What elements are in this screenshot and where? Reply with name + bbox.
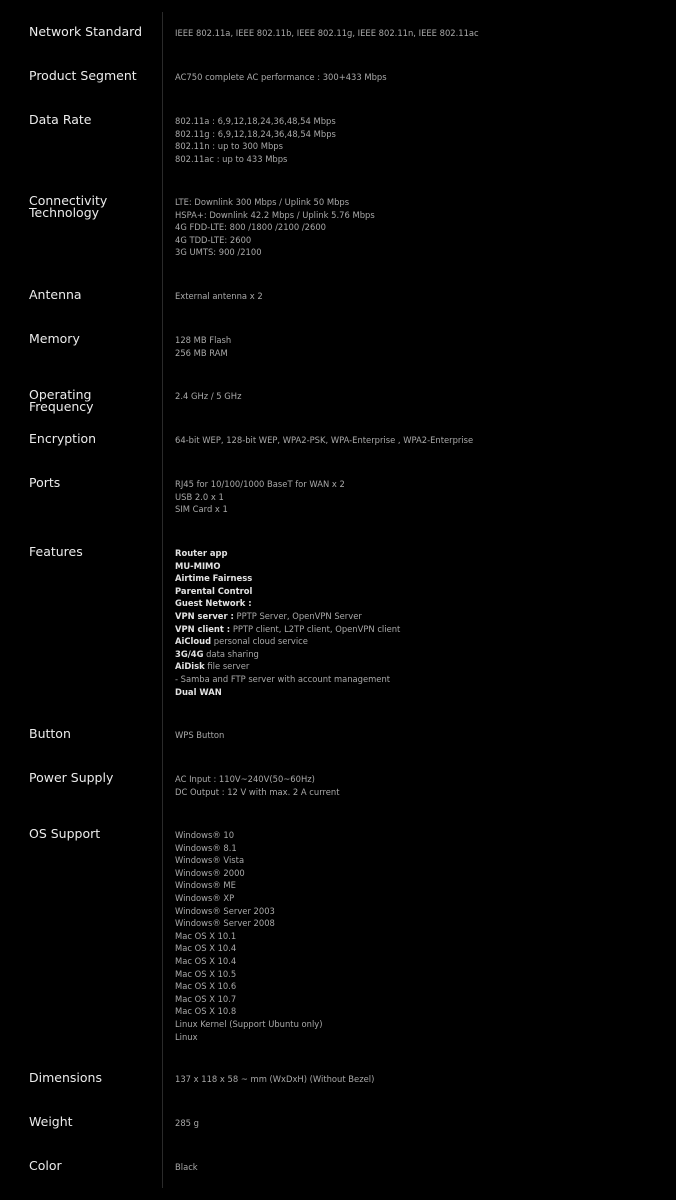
spec-value-line xyxy=(175,196,665,209)
spec-value-line xyxy=(175,572,665,585)
spec-text: PPTP Server, OpenVPN Server xyxy=(233,610,362,621)
spec-text: 137 x 118 x 58 ~ mm (WxDxH) (Without Bezel) xyxy=(175,1074,375,1084)
spec-text: Mac OS X 10.5 xyxy=(175,968,237,979)
spec-value-line xyxy=(175,597,665,610)
spec-value-line xyxy=(175,115,665,128)
spec-text: Mac OS X 10.4 xyxy=(175,943,237,954)
spec-label: Power Supply xyxy=(29,770,114,785)
spec-value-line xyxy=(175,955,665,968)
spec-value-line xyxy=(175,491,665,504)
spec-text: 256 MB RAM xyxy=(175,347,228,358)
spec-value-line xyxy=(175,246,665,259)
spec-value-line xyxy=(175,128,665,141)
spec-text: Mac OS X 10.1 xyxy=(175,930,237,941)
spec-label: Features xyxy=(29,544,83,559)
spec-label: OS Support xyxy=(29,826,101,841)
spec-text: file server xyxy=(204,661,250,672)
spec-value xyxy=(175,434,665,447)
column-divider xyxy=(162,12,163,1188)
spec-text: Mac OS X 10.4 xyxy=(175,955,237,966)
spec-text: data sharing xyxy=(203,648,259,659)
spec-text: External antenna x 2 xyxy=(175,291,263,301)
spec-value-line xyxy=(175,729,665,742)
spec-text: AC Input : 110V~240V(50~60Hz) xyxy=(175,774,315,784)
spec-text: Windows® Vista xyxy=(175,855,245,866)
spec-value-line xyxy=(175,879,665,892)
spec-text: 802.11ac : up to 433 Mbps xyxy=(175,153,288,164)
spec-text: Windows® 10 xyxy=(175,830,235,840)
spec-text: personal cloud service xyxy=(211,636,308,647)
spec-value-line xyxy=(175,209,665,222)
spec-value-line xyxy=(175,673,665,686)
spec-text: Windows® XP xyxy=(175,892,235,903)
spec-value-line xyxy=(175,993,665,1006)
spec-value-line xyxy=(175,1018,665,1031)
spec-value-line xyxy=(175,140,665,153)
spec-text: PPTP client, L2TP client, OpenVPN client xyxy=(230,623,401,634)
spec-value-line xyxy=(175,773,665,786)
spec-text: Windows® 2000 xyxy=(175,867,245,878)
spec-value-line xyxy=(175,623,665,636)
spec-label: Product Segment xyxy=(29,68,137,83)
spec-text: 802.11g : 6,9,12,18,24,36,48,54 Mbps xyxy=(175,128,336,139)
spec-label: Operating Frequency xyxy=(29,387,94,414)
spec-value-line xyxy=(175,968,665,981)
spec-text: SIM Card x 1 xyxy=(175,504,228,515)
spec-text: Linux Kernel (Support Ubuntu only) xyxy=(175,1018,323,1029)
spec-value-line xyxy=(175,71,665,84)
spec-text: USB 2.0 x 1 xyxy=(175,491,224,502)
spec-text: HSPA+: Downlink 42.2 Mbps / Uplink 5.76 Mbps xyxy=(175,209,375,220)
spec-value-line xyxy=(175,560,665,573)
spec-label: Encryption xyxy=(29,431,97,446)
spec-value xyxy=(175,390,665,403)
spec-value xyxy=(175,1117,665,1130)
spec-label: Weight xyxy=(29,1114,73,1129)
feature-name: AiCloud xyxy=(175,636,212,647)
spec-text: Windows® ME xyxy=(175,880,236,891)
spec-value-line xyxy=(175,786,665,799)
feature-name: Parental Control xyxy=(175,585,253,596)
spec-value-line xyxy=(175,942,665,955)
spec-value xyxy=(175,1073,665,1086)
spec-label: Ports xyxy=(29,475,61,490)
spec-value-line xyxy=(175,1117,665,1130)
spec-label: Connectivity Technology xyxy=(29,193,108,220)
spec-text: WPS Button xyxy=(175,730,225,740)
spec-value xyxy=(175,773,665,798)
spec-text: 64-bit WEP, 128-bit WEP, WPA2-PSK, WPA-Enterprise , WPA2-Enterprise xyxy=(175,435,474,445)
spec-value-line xyxy=(175,660,665,673)
spec-text: 2.4 GHz / 5 GHz xyxy=(175,391,242,401)
feature-name: 3G/4G xyxy=(175,648,204,659)
spec-text: 4G TDD-LTE: 2600 xyxy=(175,234,252,245)
spec-value-line xyxy=(175,234,665,247)
spec-text: Windows® Server 2003 xyxy=(175,905,275,916)
spec-text: Mac OS X 10.6 xyxy=(175,981,237,992)
spec-text: 4G FDD-LTE: 800 /1800 /2100 /2600 xyxy=(175,222,326,233)
spec-value-line xyxy=(175,1031,665,1044)
spec-value xyxy=(175,290,665,303)
spec-value-line xyxy=(175,1005,665,1018)
spec-value xyxy=(175,71,665,84)
spec-value-line xyxy=(175,905,665,918)
spec-text: Mac OS X 10.8 xyxy=(175,1006,237,1017)
spec-value xyxy=(175,115,665,165)
spec-label: Data Rate xyxy=(29,112,92,127)
spec-text: RJ45 for 10/100/1000 BaseT for WAN x 2 xyxy=(175,479,345,489)
spec-text: 802.11a : 6,9,12,18,24,36,48,54 Mbps xyxy=(175,116,336,126)
spec-value-line xyxy=(175,547,665,560)
spec-value-line xyxy=(175,290,665,303)
spec-text: AC750 complete AC performance : 300+433 Mbps xyxy=(175,72,387,82)
spec-label: Network Standard xyxy=(29,24,143,39)
spec-value-line xyxy=(175,686,665,699)
spec-value-line xyxy=(175,892,665,905)
spec-value-line xyxy=(175,980,665,993)
spec-text: 128 MB Flash xyxy=(175,335,232,345)
spec-value-line xyxy=(175,648,665,661)
spec-text: - Samba and FTP server with account management xyxy=(175,673,391,684)
spec-value xyxy=(175,196,665,259)
spec-value-line xyxy=(175,867,665,880)
spec-text: 802.11n : up to 300 Mbps xyxy=(175,141,283,152)
spec-value xyxy=(175,27,665,40)
spec-value xyxy=(175,547,665,698)
feature-name: MU-MIMO xyxy=(175,560,221,571)
spec-label: Dimensions xyxy=(29,1070,102,1085)
spec-value-line xyxy=(175,917,665,930)
spec-label: Memory xyxy=(29,331,80,346)
spec-value-line xyxy=(175,334,665,347)
spec-value-line xyxy=(175,1073,665,1086)
spec-value-line xyxy=(175,478,665,491)
feature-name: VPN server : xyxy=(175,610,234,621)
spec-text: IEEE 802.11a, IEEE 802.11b, IEEE 802.11g, IEEE 802.11n, IEEE 802.11ac xyxy=(175,28,479,38)
feature-name: Router app xyxy=(175,548,228,558)
spec-text: Linux xyxy=(175,1031,198,1042)
spec-value xyxy=(175,1161,665,1174)
spec-label: Button xyxy=(29,726,71,741)
spec-text: Windows® 8.1 xyxy=(175,842,237,853)
spec-value-line xyxy=(175,153,665,166)
feature-name: Dual WAN xyxy=(175,686,222,697)
feature-name: AiDisk xyxy=(175,661,205,672)
spec-text: 285 g xyxy=(175,1118,199,1128)
spec-value-line xyxy=(175,390,665,403)
feature-name: Guest Network : xyxy=(175,598,252,609)
spec-text: Black xyxy=(175,1162,198,1172)
spec-text: DC Output : 12 V with max. 2 A current xyxy=(175,786,340,797)
spec-value-line xyxy=(175,585,665,598)
spec-text: Windows® Server 2008 xyxy=(175,918,275,929)
spec-value-line xyxy=(175,829,665,842)
spec-value-line xyxy=(175,854,665,867)
spec-value-line xyxy=(175,434,665,447)
spec-value-line xyxy=(175,27,665,40)
spec-text: Mac OS X 10.7 xyxy=(175,993,237,1004)
spec-value-line xyxy=(175,221,665,234)
feature-name: Airtime Fairness xyxy=(175,573,253,584)
spec-value xyxy=(175,729,665,742)
spec-label: Color xyxy=(29,1158,62,1173)
spec-value-line xyxy=(175,842,665,855)
spec-value xyxy=(175,478,665,516)
spec-value xyxy=(175,334,665,359)
spec-value-line xyxy=(175,930,665,943)
spec-text: LTE: Downlink 300 Mbps / Uplink 50 Mbps xyxy=(175,197,350,207)
spec-text: 3G UMTS: 900 /2100 xyxy=(175,247,262,258)
spec-label: Antenna xyxy=(29,287,82,302)
spec-value xyxy=(175,829,665,1043)
spec-value-line xyxy=(175,503,665,516)
spec-value-line xyxy=(175,347,665,360)
spec-value-line xyxy=(175,1161,665,1174)
spec-value-line xyxy=(175,610,665,623)
feature-name: VPN client : xyxy=(175,623,231,634)
spec-value-line xyxy=(175,635,665,648)
